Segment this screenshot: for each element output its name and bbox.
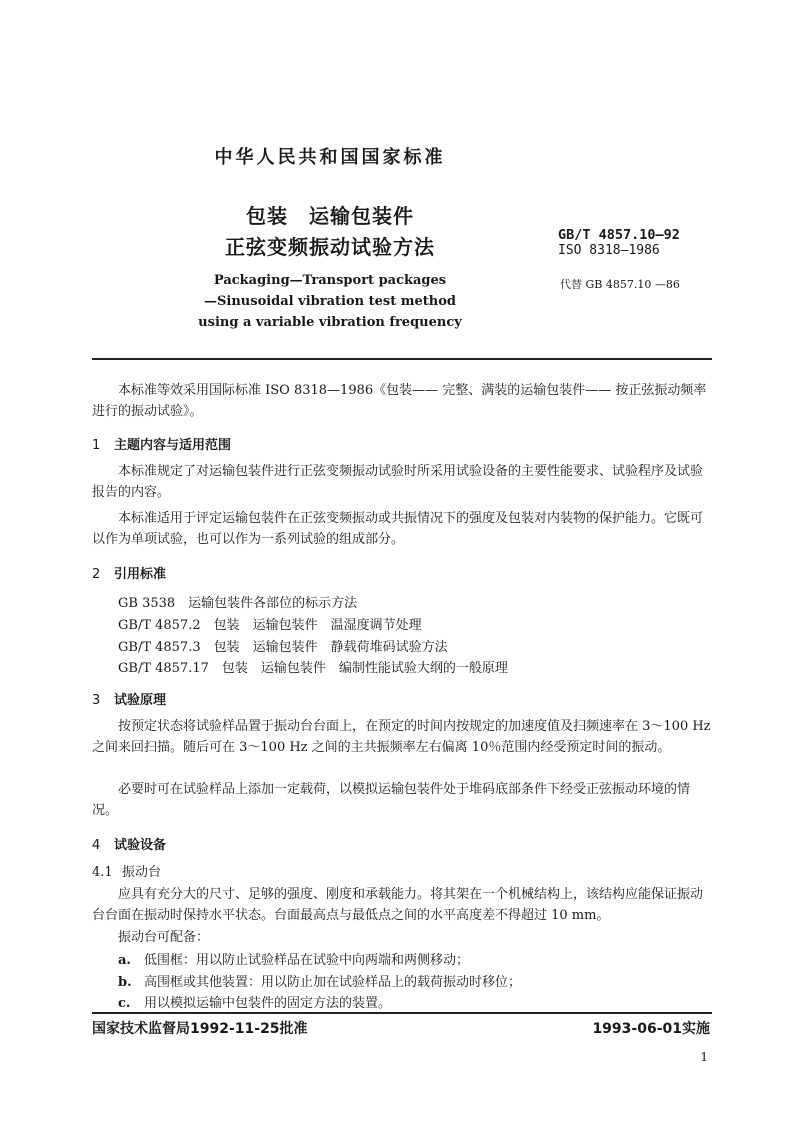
reference-item: GB/T 4857.2 包装 运输包装件 温湿度调节处理 [118,618,422,633]
section-1-heading [92,434,231,453]
section-4-heading [92,834,166,853]
list-item [118,992,391,1011]
iso-standard-code: ISO 8318—1986 [558,243,660,258]
subsection-number: 4.1 [92,865,113,880]
section-number: 4 [92,838,101,853]
list-item-label: a. [118,953,131,968]
section-title: 试验设备 [114,838,167,853]
english-title-line-1: Packaging—Transport packages [213,273,447,288]
footer-divider [92,1012,712,1014]
section-1-paragraph-2: 本标准适用于评定运输包装件在正弦变频振动或共振情况下的强度及包装对内装物的保护能力。它既可以作为单项试验，也可以作为一系列试验的组成部分。 [92,511,704,547]
national-standard-heading: 中华人民共和国国家标准 [214,147,446,168]
section-title: 引用标准 [114,567,167,582]
approval-date: 国家技术监督局1992-11-25批准 [92,1021,308,1037]
section-1-paragraph-1: 本标准规定了对运输包装件进行正弦变频振动试验时所采用试验设备的主要性能要求、试验程序及试验报告的内容。 [92,464,704,500]
section-2-heading [92,563,166,582]
chinese-title-line-1: 包装 运输包装件 [246,204,414,228]
list-item-text: 用以模拟运输中包装件的固定方法的装置。 [144,996,392,1011]
section-4-1-paragraph-1: 应具有充分大的尺寸、足够的强度、刚度和承载能力。将其架在一个机械结构上，该结构应能保证振动台台面在振动时保持水平状态。台面最高点与最低点之间的水平高度差不得超过 10 mm。 [92,887,704,923]
subsection-4-1-heading [92,862,712,883]
english-title-line-2: —Sinusoidal vibration test method [204,294,456,309]
list-item-text: 低围框：用以防止试验样品在试验中向两端和两侧移动； [144,953,470,968]
implementation-date: 1993-06-01实施 [592,1021,710,1037]
intro-paragraph: 本标准等效采用国际标准 ISO 8318—1986《包装—— 完整、满装的运输包装件—— 按正弦振动频率进行的振动试验》。 [92,383,707,419]
section-4-1-paragraph-2: 振动台可配备： [118,930,210,945]
reference-item: GB 3538 运输包装件各部位的标示方法 [118,596,358,611]
gb-standard-code: GB/T 4857.10—92 [558,227,680,243]
english-title-line-3: using a variable vibration frequency [198,315,462,330]
list-item-label: b. [118,975,132,990]
section-3-paragraph-2: 必要时可在试验样品上添加一定载荷，以模拟运输包装件处于堆码底部条件下经受正弦振动环境的情况。 [92,782,691,818]
section-3-heading [92,689,166,708]
section-number: 1 [92,438,101,453]
page-number: 1 [700,1050,708,1064]
subsection-title: 振动台 [122,865,162,880]
section-number: 3 [92,693,101,708]
section-title: 试验原理 [114,693,167,708]
chinese-title-line-2: 正弦变频振动试验方法 [225,235,435,259]
replaces-standard: 代替 GB 4857.10 —86 [560,278,680,291]
reference-item: GB/T 4857.17 包装 运输包装件 编制性能试验大纲的一般原理 [118,661,508,676]
section-3-paragraph-1: 按预定状态将试验样品置于振动台台面上，在预定的时间内按规定的加速度值及扫频速率在 3～100 Hz 之间来回扫描。随后可在 3～100 Hz 之间的主共振频率左右偏离 10％范围内经受预定时间的振动。 [92,719,711,755]
list-item [118,949,469,968]
header-divider [92,358,712,360]
section-title: 主题内容与适用范围 [114,438,232,453]
list-item [118,971,521,990]
list-item-text: 高围框或其他装置：用以防止加在试验样品上的载荷振动时移位； [144,975,522,990]
reference-item: GB/T 4857.3 包装 运输包装件 静载荷堆码试验方法 [118,640,448,655]
section-number: 2 [92,567,101,582]
list-item-label: c. [118,996,131,1011]
